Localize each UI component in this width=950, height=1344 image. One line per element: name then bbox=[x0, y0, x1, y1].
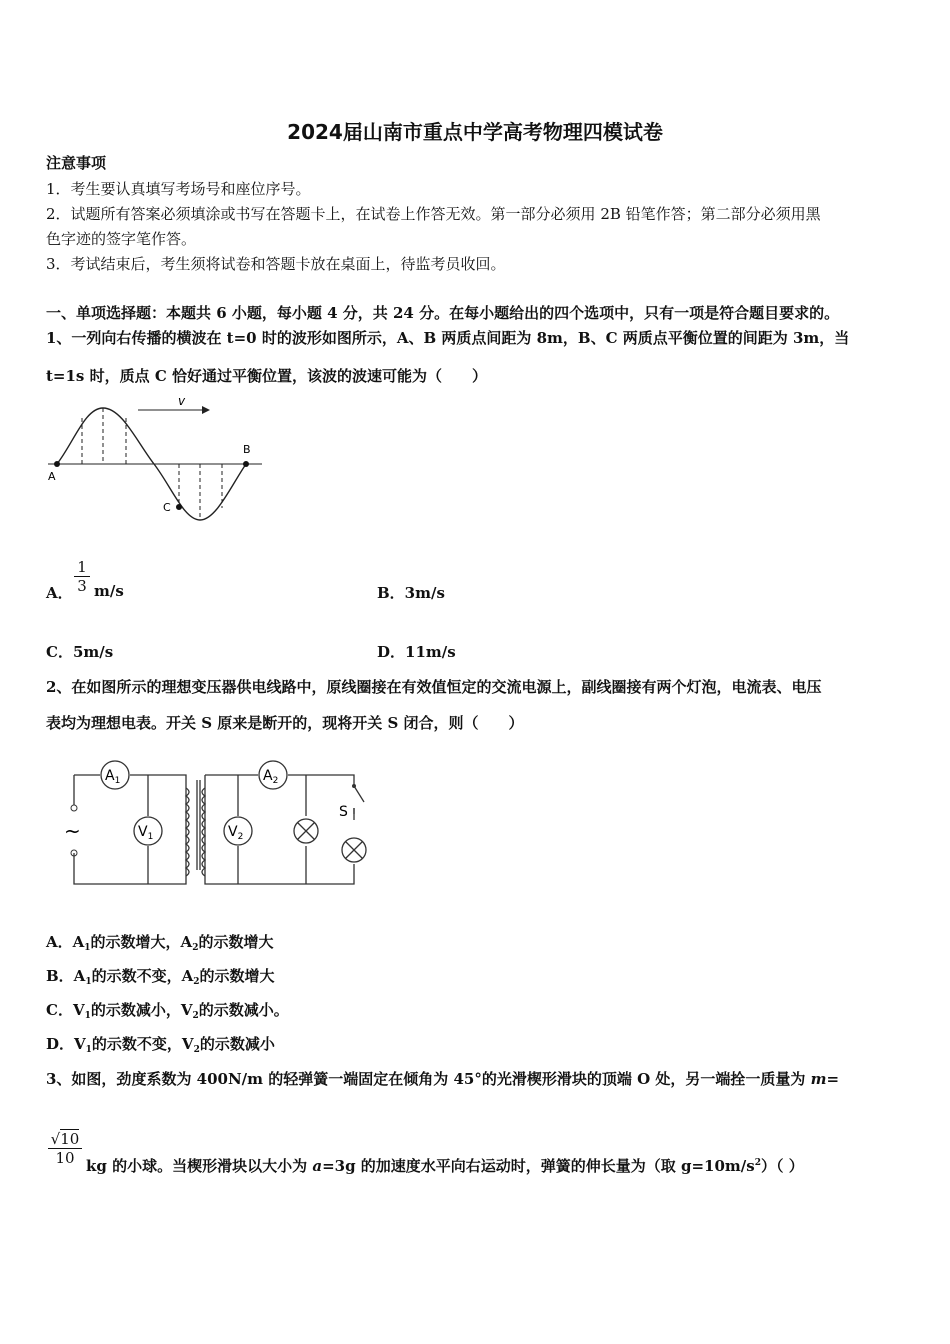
q1-option-c: C．5m/s bbox=[46, 643, 114, 661]
fraction-denominator: 3 bbox=[74, 576, 90, 595]
label-v1: $V_1$ bbox=[138, 824, 154, 842]
label-v: v bbox=[178, 394, 186, 408]
label-c: C bbox=[163, 501, 171, 514]
q3-stem: 3、如图，劲度系数为 400N/m 的轻弹簧一端固定在倾角为 45°的光滑楔形滑块的顶端 O 处，另一端拴一质量为 m= bbox=[46, 1070, 840, 1088]
switch-pivot bbox=[352, 784, 356, 788]
primary-wire bbox=[74, 775, 186, 884]
wave-figure bbox=[40, 390, 270, 530]
q2-option-d: D．$V_1$的示数不变，$V_2$的示数减小 bbox=[46, 1035, 275, 1055]
terminal bbox=[71, 805, 77, 811]
section-heading: 一、单项选择题：本题共 6 小题，每小题 4 分，共 24 分。在每小题给出的四个选项中，只有一项是符合题目要求的。 bbox=[46, 304, 840, 322]
fraction-numerator: √10 bbox=[50, 1130, 80, 1148]
q1-option-a-unit: m/s bbox=[94, 582, 124, 600]
q2-stem: 表均为理想电表。开关 S 原来是断开的，现将开关 S 闭合，则（ ） bbox=[46, 714, 524, 732]
notice-item: 1．考生要认真填写考场号和座位序号。 bbox=[46, 180, 311, 198]
q1-option-d: D．11m/s bbox=[377, 643, 456, 661]
fraction-denominator: 10 bbox=[48, 1148, 82, 1167]
label-a2: $A_2$ bbox=[263, 768, 279, 786]
point-a bbox=[54, 461, 60, 467]
arrow-head-icon bbox=[202, 406, 210, 414]
ac-source-icon: ~ bbox=[64, 819, 81, 843]
label-switch: S bbox=[339, 804, 348, 820]
q2-option-c: C．$V_1$的示数减小，$V_2$的示数减小。 bbox=[46, 1001, 289, 1021]
fraction-numerator: 1 bbox=[77, 558, 87, 576]
q3-stem: kg 的小球。当楔形滑块以大小为 a=3g 的加速度水平向右运动时，弹簧的伸长量为（取 $g=10m/s^2$）（ ） bbox=[86, 1157, 804, 1175]
switch-blade bbox=[354, 786, 364, 802]
q1-stem: 1、一列向右传播的横波在 t=0 时的波形如图所示，A、B 两质点间距为 8m，B、C 两质点平衡位置的间距为 3m，当 bbox=[46, 329, 850, 347]
lamp-cross-icon bbox=[346, 842, 363, 859]
sqrt-icon: √ bbox=[50, 1130, 61, 1148]
label-a: A bbox=[48, 470, 56, 483]
q2-stem: 2、在如图所示的理想变压器供电线路中，原线圈接在有效值恒定的交流电源上，副线圈接有两个灯泡，电流表、电压 bbox=[46, 678, 822, 696]
q1-option-a-fraction bbox=[74, 558, 90, 595]
q1-option-b: B．3m/s bbox=[377, 584, 445, 602]
notice-heading: 注意事项 bbox=[46, 154, 107, 172]
q2-option-a: A．$A_1$的示数增大，$A_2$的示数增大 bbox=[46, 933, 274, 953]
label-a1: $A_1$ bbox=[105, 768, 121, 786]
notice-item: 2．试题所有答案必须填涂或书写在答题卡上，在试卷上作答无效。第一部分必须用 2B 铅笔作答；第二部分必须用黑 bbox=[46, 205, 821, 223]
q1-stem: t=1s 时，质点 C 恰好通过平衡位置，该波的波速可能为（ ） bbox=[46, 367, 487, 385]
notice-item: 色字迹的签字笔作答。 bbox=[46, 230, 197, 248]
label-v2: $V_2$ bbox=[228, 824, 244, 842]
label-b: B bbox=[243, 443, 251, 456]
lamp-cross-icon bbox=[298, 823, 315, 840]
q1-option-a-prefix: A． bbox=[46, 584, 73, 602]
circuit-figure bbox=[55, 758, 375, 893]
notice-item: 3．考试结束后，考生须将试卷和答题卡放在桌面上，待监考员收回。 bbox=[46, 255, 506, 273]
point-b bbox=[243, 461, 249, 467]
q2-option-b: B．$A_1$的示数不变，$A_2$的示数增大 bbox=[46, 967, 275, 987]
point-c bbox=[176, 504, 182, 510]
page-title: 2024届山南市重点中学高考物理四模试卷 bbox=[287, 120, 663, 144]
q3-mass-fraction bbox=[48, 1130, 82, 1167]
